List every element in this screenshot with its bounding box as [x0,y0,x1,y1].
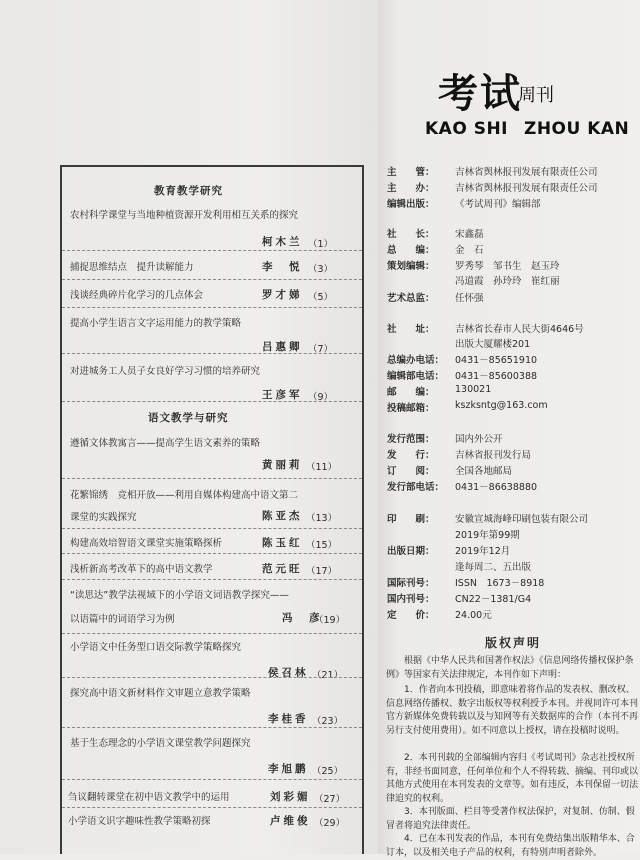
toc-entry-author: 罗才娣 [262,289,303,301]
toc-entry[interactable] [62,287,362,301]
toc-entry-author: 王彦军 [262,389,303,401]
magazine-title: 考试 [438,71,522,117]
toc-entry[interactable] [62,259,362,273]
toc-entry[interactable] [62,363,362,403]
toc-entry[interactable] [62,561,362,575]
dashed-divider [62,307,362,308]
info-row: 策划编辑： 罗秀琴 邹书生 赵玉玲 [387,261,560,272]
toc-entry-author: 李桂香 [268,713,309,725]
toc-entry-page: （21） [312,670,344,681]
copyright-intro: 根据《中华人民共和国著作权法》《信息网络传播权保护条例》等国家有关法律规定，本刊作如下声明： [386,656,634,680]
toc-entry-author: 陈玉红 [262,537,303,549]
toc-entry-author: 侯召林 [268,667,309,679]
dashed-divider [62,633,362,634]
toc-entry-page: （25） [312,766,344,777]
toc-entry[interactable] [62,535,362,549]
toc-entry-title[interactable]: 基于生态理念的小学语文课堂教学问题探究 [70,738,251,749]
section-title: 语文教学与研究 [148,412,229,424]
toc-entry-author: 冯 彦 [282,612,323,624]
copyright-title: 版权声明 [484,636,541,650]
toc-entry-page: （19） [314,615,346,626]
magazine-pinyin [425,119,629,139]
toc-entry-title-line2[interactable]: 课堂的实践探究 [70,512,137,523]
info-row: 主 办： 吉林省舆林报刊发展有限责任公司 [387,183,598,194]
toc-entry-page: （27） [314,794,346,805]
toc-entry-title[interactable]: 提高小学生语言文字运用能力的教学策略 [70,318,242,329]
toc-entry-page: （9） [308,392,334,403]
info-row: 发行范围： 国内外公开 [387,434,503,445]
toc-entry-author: 范元旺 [262,563,303,575]
toc-entry-author: 黄丽莉 [262,459,303,471]
toc-entry-author: 李 悦 [262,261,303,273]
info-row: 艺术总监： 任怀强 [387,293,484,304]
toc-entry[interactable] [62,435,362,473]
dashed-divider [62,478,362,479]
dashed-divider [62,553,362,554]
toc-entry-title-line2[interactable]: 以语篇中的词语学习为例 [70,614,175,625]
info-row: 邮 编： 130021 [387,384,492,398]
info-row: 编辑出版： 《考试周刊》编辑部 [387,199,541,210]
toc-entry-page: （11） [306,462,338,473]
toc-entry-page: （3） [308,264,334,275]
info-row: 主 管： 吉林省舆林报刊发展有限责任公司 [387,167,598,178]
dashed-divider [62,677,362,678]
info-row: 订 阅： 全国各地邮局 [387,466,513,477]
toc-entry[interactable] [62,487,362,523]
toc-entry[interactable] [62,315,362,355]
toc-entry-page: （13） [306,513,338,524]
toc-entry-title[interactable]: 构建高效培智语文课堂实施策略探析 [70,538,223,549]
info-row: 社 长： 宋鑫磊 [387,229,484,240]
info-row: 国际刊号： ISSN 1673－8918 [387,578,545,589]
toc-entry-page: （7） [308,344,334,355]
dashed-divider [62,250,362,251]
toc-entry-title[interactable]: 浅析新高考改革下的高中语文教学 [70,564,213,575]
toc-entry[interactable] [62,587,362,626]
dashed-divider [62,401,362,402]
info-row: 发行部电话： 0431－86638880 [387,482,538,493]
dashed-divider [62,579,362,580]
toc-entry-title[interactable]: 浅谈经典碎片化学习的几点体会 [70,290,204,301]
toc-entry-title[interactable]: 刍议翻转课堂在初中语文教学中的运用 [68,792,230,803]
info-row: 出版日期： 2019年12月 [387,546,511,557]
toc-entry-author: 柯木兰 [262,236,303,248]
info-row: 社 址： 吉林省长春市人民大街4646号 [387,324,584,335]
toc-entry-author: 陈亚杰 [262,510,303,522]
dashed-divider [62,779,362,780]
magazine-subtitle: 周刊 [518,85,554,106]
copyright-item: 4．已在本刊发表的作品，本刊有免费结集出版精华本、合订本，以及相关电子产品的权利，有特别声明者除外。 [386,834,635,858]
info-row: 投稿邮箱： kszksntg@163.com [387,400,548,414]
toc-entry-author: 吕惠卿 [262,341,303,353]
toc-entry-page: （5） [308,292,334,303]
info-continuation: 冯道霞 孙玲玲 崔红丽 [455,276,560,287]
info-row: 总编办电话： 0431－85651910 [387,355,538,366]
dashed-divider [62,727,362,728]
info-row: 国内刊号： CN22－1381/G4 [387,594,532,605]
info-continuation: 逢每周二、五出版 [455,562,532,573]
toc-entry[interactable] [62,207,362,250]
section-title: 教育教学研究 [154,185,223,197]
toc-entry-title[interactable]: 遵循文体教寓言——提高学生语文素养的策略 [70,438,261,449]
toc-entry-author: 刘彩媚 [270,791,311,803]
toc-entry-title[interactable]: 小学语文识字趣味性教学策略初探 [68,816,211,827]
toc-entry-page: （15） [306,540,338,551]
copyright-item: 1．作者向本刊投稿，即意味着将作品的发表权、删改权、信息网络传播权、数字出版权等权利授予本刊。并视同许可本刊官方新媒体免费转载以及与知网等有关数据库的合作（本刊不再另行支付使用费用）。如不同意以上授权，请在投稿时说明。 [386,685,639,736]
toc-entry-title[interactable]: 对进城务工人员子女良好学习习惯的培养研究 [70,366,261,377]
toc-entry-author: 卢维俊 [270,815,311,827]
toc-entry-page: （29） [314,818,346,829]
toc-entry[interactable] [62,735,362,777]
pinyin-part-1: KAO SHI [425,119,508,139]
info-row: 定 价： 24.00元 [387,610,492,621]
info-row: 发 行： 吉林省报刊发行局 [387,450,532,461]
dashed-divider [62,353,362,354]
info-row: 编辑部电话： 0431－85600388 [387,371,538,382]
info-row: 总 编： 金 石 [387,245,484,256]
dashed-divider [62,807,362,808]
info-row: 印 刷： 安徽宣城海峰印刷包装有限公司 [387,514,589,525]
toc-entry-title[interactable]: “读思达”教学法视域下的小学语文词语教学探究—— [70,590,289,601]
toc-entry-page: （23） [312,716,344,727]
toc-entry-title[interactable]: 花繁锦绣 竞相开放——利用自媒体构建高中语文第二 [70,490,299,501]
toc-entry-title[interactable]: 小学语文中任务型口语交际教学策略探究 [70,642,242,653]
toc-entry[interactable] [62,789,362,803]
info-continuation: 出版大厦耀楼201 [455,339,531,350]
toc-entry-page: （17） [306,566,338,577]
table-of-contents [60,165,364,854]
toc-entry[interactable] [62,639,362,681]
info-continuation: 2019年第99期 [455,530,520,541]
toc-entry[interactable] [62,813,362,827]
copyright-item: 3．本刊版面、栏目等受著作权法保护，对复制、仿制、假冒者将追究法律责任。 [386,807,635,831]
toc-entry-title[interactable]: 农村科学课堂与当地种植资源开发利用相互关系的探究 [70,210,299,221]
pinyin-part-2: ZHOU KAN [524,119,630,139]
copyright-item: 2．本刊刊载的全部编辑内容归《考试周刊》杂志社授权所有，非经书面同意，任何单位和个人不得转载、摘编、刊印或以其他方式使用在本刊发表的文章等。如有违反，本刊保留一切法律追究的权利。 [386,753,639,804]
toc-entry-author: 李旭鹏 [268,763,309,775]
toc-entry[interactable] [62,685,362,727]
toc-entry-title[interactable]: 探究高中语文新材料作文审题立意教学策略 [70,688,251,699]
dashed-divider [62,279,362,280]
toc-entry-title[interactable]: 捕捉思维结点 提升读解能力 [70,262,194,273]
toc-entry-page: （1） [308,239,334,250]
dashed-divider [62,528,362,529]
